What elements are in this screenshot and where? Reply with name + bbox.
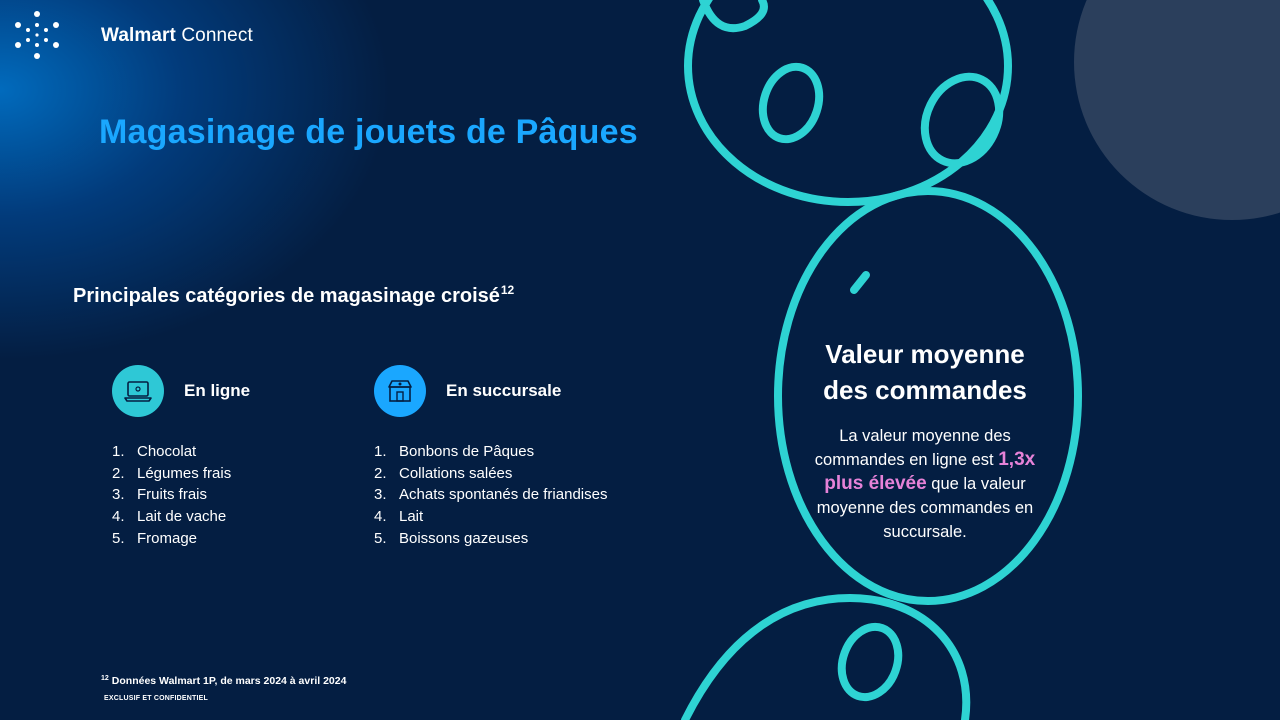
callout-body-before: La valeur moyenne des commandes en ligne est (814, 427, 1011, 469)
section-subtitle-ref: 12 (500, 283, 515, 297)
list-item: 5. Fromage (112, 529, 198, 547)
section-subtitle (73, 283, 514, 308)
section-subtitle-text: Principales catégories de magasinage croisé (73, 285, 500, 307)
footnote (101, 675, 346, 687)
list-item: 2. Légumes frais (112, 464, 232, 482)
instore-list (374, 441, 607, 550)
bottom-egg-spot (832, 619, 907, 705)
corner-circle (1074, 0, 1280, 220)
page-title: Magasinage de jouets de Pâques (99, 113, 638, 151)
list-item: 4. Lait (374, 508, 424, 526)
brand-name-bold: Walmart (101, 25, 176, 46)
brand-name-regular: Connect (181, 25, 253, 46)
instore-label: En succursale (446, 381, 562, 400)
laptop-icon (112, 365, 164, 417)
list-item: 5. Boissons gazeuses (374, 529, 529, 547)
top-egg-spot-left (754, 59, 828, 146)
online-label: En ligne (184, 381, 251, 400)
callout-body-after: que la valeur moyenne des commandes en succursale. (816, 475, 1034, 541)
online-column-header (112, 365, 250, 417)
callout-title (800, 336, 1050, 408)
callout-highlight: 1,3x plus élevée (824, 449, 1036, 494)
confidential-label: EXCLUSIF ET CONFIDENTIEL (104, 695, 208, 702)
list-item: 3. Achats spontanés de friandises (374, 486, 608, 504)
top-egg-spot-top (703, 0, 764, 28)
callout-body (800, 424, 1050, 544)
callout-title-line2: des commandes (823, 375, 1027, 405)
footnote-ref: 12 (101, 675, 109, 682)
list-item: 2. Collations salées (374, 464, 513, 482)
list-item: 4. Lait de vache (112, 508, 227, 526)
aov-callout (800, 336, 1050, 544)
list-item: 3. Fruits frais (112, 486, 208, 504)
walmart-spark-logo-icon (10, 8, 64, 62)
list-item: 1. Chocolat (112, 443, 197, 460)
bottom-egg-outline (685, 598, 966, 720)
top-egg-spot-right (911, 64, 1013, 176)
instore-column-header (374, 365, 561, 417)
brand-name (101, 25, 253, 47)
middle-egg-highlight (854, 275, 866, 290)
list-item: 1. Bonbons de Pâques (374, 443, 535, 460)
store-icon (374, 365, 426, 417)
footnote-text: Données Walmart 1P, de mars 2024 à avril 2024 (111, 675, 347, 687)
callout-title-line1: Valeur moyenne (825, 339, 1025, 369)
online-list (112, 441, 231, 550)
